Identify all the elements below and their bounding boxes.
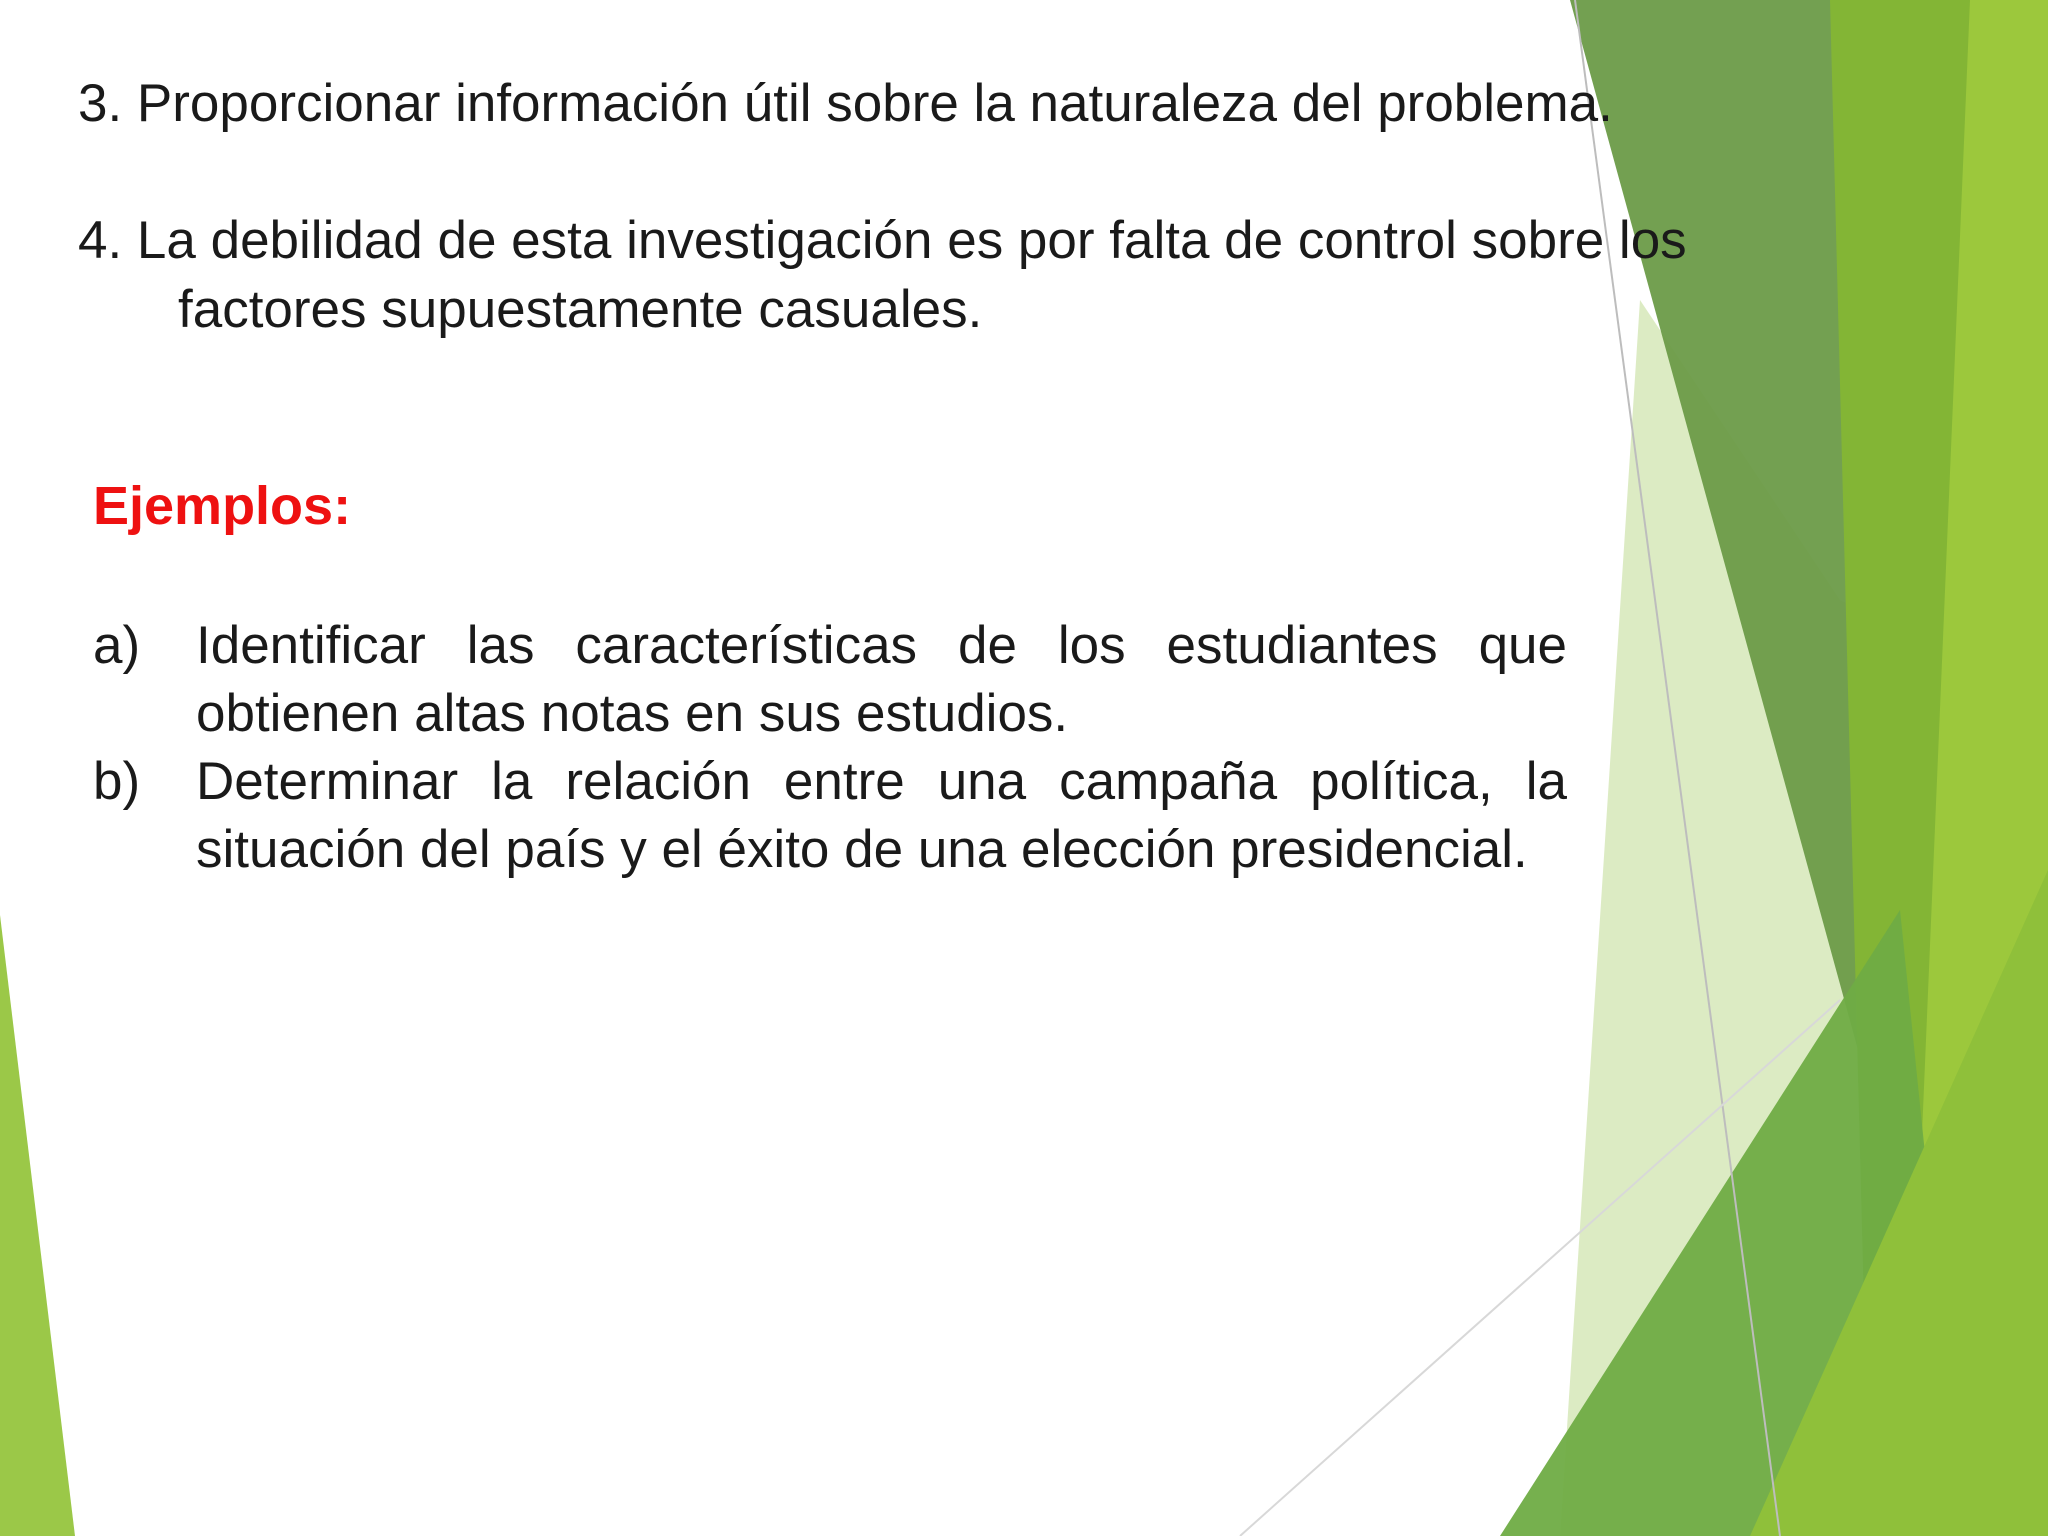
example-b-marker: b) <box>93 752 141 811</box>
example-a-marker: a) <box>93 616 141 675</box>
list-item-3: 3. Proporcionar información útil sobre la naturaleza del problema. <box>78 74 1613 133</box>
example-a-text: Identificar las características de los estudiantes que obtienen altas notas en sus estudios. <box>196 616 1567 743</box>
examples-heading: Ejemplos: <box>93 476 352 536</box>
list-item-4-line1: 4. La debilidad de esta investigación es por falta de control sobre los <box>78 211 1687 270</box>
example-b-text: Determinar la relación entre una campaña política, la situación del país y el éxito de una elección presidencial. <box>196 752 1567 879</box>
example-b <box>93 748 1567 884</box>
list-item-4-line2: factores supuestamente casuales. <box>178 280 983 339</box>
example-a <box>93 612 1567 748</box>
